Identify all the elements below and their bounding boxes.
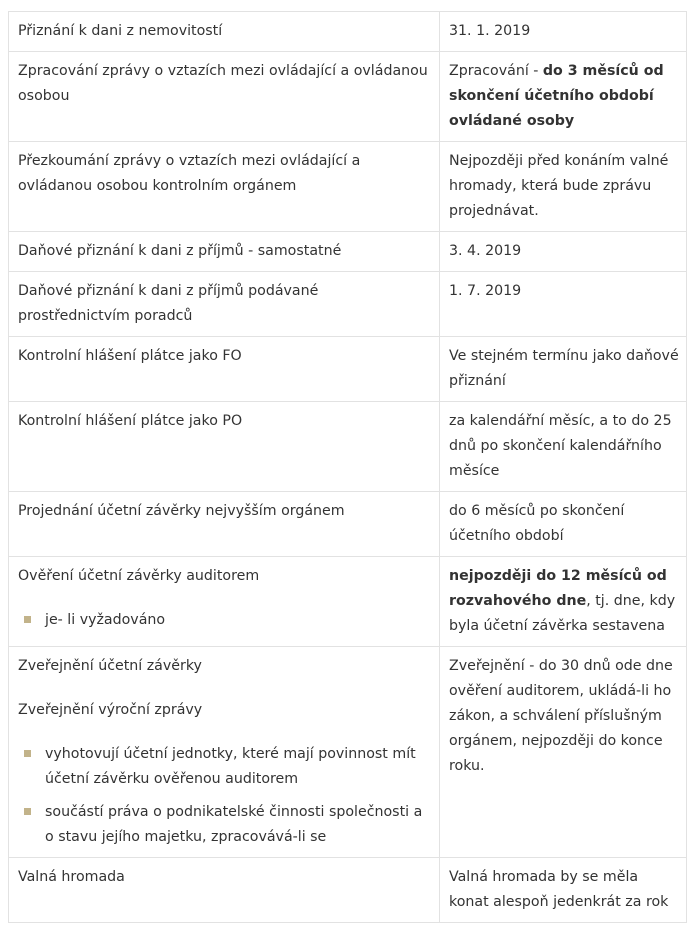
list-item-text: je- li vyžadováno — [45, 612, 166, 628]
list-item — [18, 742, 430, 792]
deadline-cell — [440, 557, 687, 647]
table-row — [9, 272, 687, 337]
task-cell: Kontrolní hlášení plátce jako FO — [9, 337, 440, 402]
table-row — [9, 647, 687, 858]
deadline-cell: Ve stejném termínu jako daňové přiznání — [440, 337, 687, 402]
square-bullet-icon — [24, 808, 31, 815]
table-row — [9, 52, 687, 142]
table-row — [9, 492, 687, 557]
table-row — [9, 232, 687, 272]
task-cell: Valná hromada — [9, 858, 440, 923]
task-cell: Zpracování zprávy o vztazích mezi ovládající a ovládanou osobou — [9, 52, 440, 142]
deadline-cell — [440, 52, 687, 142]
deadline-cell: Zveřejnění - do 30 dnů ode dne ověření auditorem, ukládá-li ho zákon, a schválení příslušným orgánem, nejpozději do konce roku. — [440, 647, 687, 858]
deadline-cell: Valná hromada by se měla konat alespoň jedenkrát za rok — [440, 858, 687, 923]
table-row — [9, 858, 687, 923]
table-row — [9, 557, 687, 647]
list-item — [18, 608, 430, 633]
deadline-prefix: Zpracování - — [449, 63, 543, 79]
task-title: Zveřejnění účetní závěrky — [18, 658, 202, 674]
task-cell — [9, 647, 440, 858]
task-cell: Projednání účetní závěrky nejvyšším orgánem — [9, 492, 440, 557]
table-row — [9, 12, 687, 52]
task-cell: Přezkoumání zprávy o vztazích mezi ovládající a ovládanou osobou kontrolním orgánem — [9, 142, 440, 232]
task-bullet-list — [18, 742, 430, 850]
table-row — [9, 402, 687, 492]
deadline-cell: 3. 4. 2019 — [440, 232, 687, 272]
deadline-suffix: , tj. dne, kdy byla účetní závěrka sestavena — [449, 593, 676, 634]
table-row — [9, 142, 687, 232]
deadline-cell: 1. 7. 2019 — [440, 272, 687, 337]
deadline-bold: nejpozději do 12 měsíců od rozvahového dne — [449, 568, 667, 609]
task-cell: Daňové přiznání k dani z příjmů podávané prostřednictvím poradců — [9, 272, 440, 337]
task-subtitle: Zveřejnění výroční zprávy — [18, 702, 203, 718]
list-item — [18, 800, 430, 850]
task-cell: Kontrolní hlášení plátce jako PO — [9, 402, 440, 492]
deadline-bold: do 3 měsíců od skončení účetního období ovládané osoby — [449, 63, 664, 129]
list-item-text: vyhotovují účetní jednotky, které mají povinnost mít účetní závěrku ověřenou auditorem — [45, 746, 416, 787]
table-row — [9, 337, 687, 402]
deadline-cell: 31. 1. 2019 — [440, 12, 687, 52]
deadline-cell: do 6 měsíců po skončení účetního období — [440, 492, 687, 557]
task-title: Ověření účetní závěrky auditorem — [18, 568, 260, 584]
square-bullet-icon — [24, 750, 31, 757]
deadlines-table — [8, 11, 687, 923]
deadline-cell: za kalendářní měsíc, a to do 25 dnů po skončení kalendářního měsíce — [440, 402, 687, 492]
task-bullet-list — [18, 608, 430, 633]
square-bullet-icon — [24, 616, 31, 623]
task-cell: Přiznání k dani z nemovitostí — [9, 12, 440, 52]
deadline-cell: Nejpozději před konáním valné hromady, která bude zprávu projednávat. — [440, 142, 687, 232]
task-cell: Daňové přiznání k dani z příjmů - samostatné — [9, 232, 440, 272]
list-item-text: součástí práva o podnikatelské činnosti společnosti a o stavu jejího majetku, zpracovává-li se — [45, 804, 423, 845]
task-cell — [9, 557, 440, 647]
